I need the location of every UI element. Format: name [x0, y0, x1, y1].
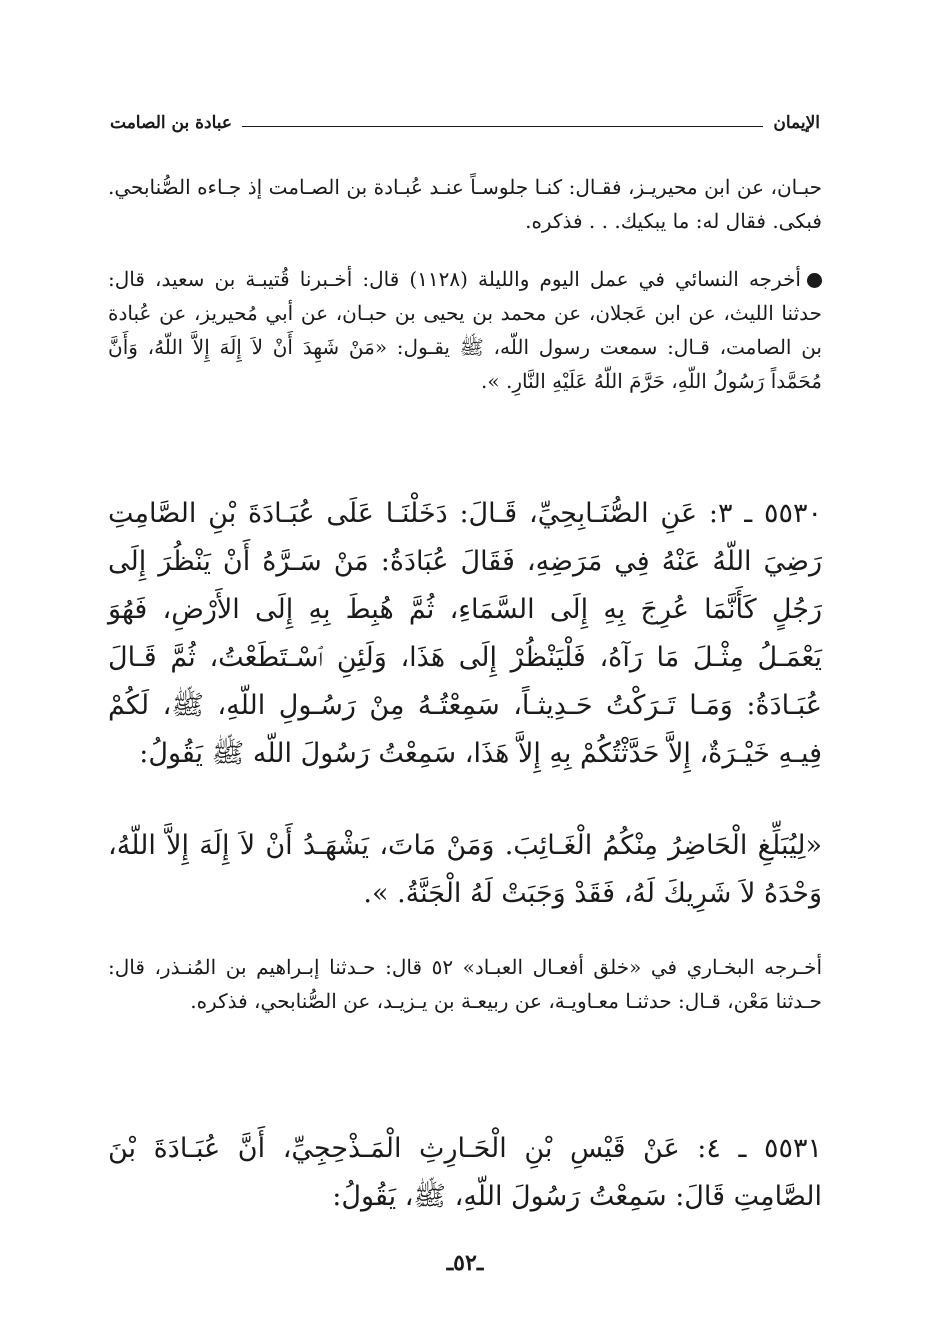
hadith-5530-quote — [108, 822, 822, 918]
hadith-5531 — [108, 1125, 822, 1221]
paragraph-2-container — [108, 262, 822, 398]
hadith-5530-text: ٥٥٣٠ ـ ٣: عَنِ الصُّنَـابِحِيِّ، قَـالَ: دَخَلْنَـا عَلَى عُبَـادَةَ بْنِ الصَّامِتِ رَضِيَ اللّهُ عَنْهُ فِي مَرَضِهِ، فَقَالَ عُبَادَةُ: مَنْ سَـرَّهُ أَنْ يَنْظُرَ إِلَى رَجُلٍ كَأَنَّمَا عُرِجَ بِهِ إِلَى السَّمَاءِ، ثُمَّ هُبِطَ بِهِ إِلَى الأَرْضِ، فَهُوَ يَعْمَـلُ مِثْـلَ مَا رَآهُ، فَلْيَنْظُرْ إِلَى هَذَا، وَلَئِنِ ٱسْـتَطَعْتُ، ثُمَّ قَـالَ عُبَـادَةُ: وَمَـا تَـرَكْتُ حَـدِيثـاً، سَمِعْتُـهُ مِنْ رَسُـولِ اللّهِ، ﷺ، لَكُمْ فِيـهِ خَيْـرَةٌ، إِلاَّ حَدَّثْتُكُمْ بِهِ إِلاَّ هَذَا، سَمِعْتُ رَسُولَ اللّه ﷺ يَقُولُ: — [108, 498, 823, 769]
header-rule — [242, 126, 763, 127]
paragraph-1 — [108, 170, 822, 238]
hadith-5531-text: ٥٥٣١ ـ ٤: عَنْ قَيْسِ بْنِ الْحَـارِثِ الْمَـذْحِجِيِّ، أَنَّ عُبَـادَةَ بْنَ الصَّامِتِ قَالَ: سَمِعْتُ رَسُولَ اللّهِ، ﷺ، يَقُولُ: — [108, 1133, 823, 1212]
paragraph-1-text: حبـان، عن ابن محيريـز، فقـال: كنـا جلوسـاً عنـد عُبـادة بن الصـامت إذ جـاءه الصُّنابحي. فبكى. فقال له: ما يبكيك. . . فذكره. — [108, 175, 822, 233]
header-section-title: الإيمان — [773, 113, 820, 133]
hadith-5530-quote-text: «لِيُبَلِّغِ الْحَاضِرُ مِنْكُمُ الْغَـائِبَ. وَمَنْ مَاتَ، يَشْهَـدُ أَنْ لاَ إِلَهَ إِلاَّ اللّهُ، وَحْدَهُ لاَ شَرِيكَ لَهُ، فَقَدْ وَجَبَتْ لَهُ الْجَنَّةُ. ». — [108, 830, 822, 909]
running-header — [110, 108, 820, 138]
paragraph-2-text: أخرجه النسائي في عمل اليوم والليلة (١١٢٨) قال: أخـبرنا قُتيبـة بن سعيد، قال: حدثنا الليث، عن ابن عَجلان، عن محمد بن يحيى بن حبـان، عن أبي مُحيريز، عن عُبادة بن الصامت، قـال: سمعت رسول اللّه، ﷺ يقـول: «مَنْ شَهِدَ أَنْ لاَ إِلَهَ إِلاَّ اللّهُ، وَأَنَّ مُحَمَّداً رَسُولُ اللّهِ، حَرَّمَ اللّهُ عَلَيْهِ النَّارِ. ». — [108, 267, 822, 393]
header-topic-title: عبادة بن الصامت — [110, 113, 233, 133]
page-number: ـ٥٢ـ — [446, 1250, 484, 1276]
paragraph-5 — [108, 950, 822, 1018]
paragraph-5-text: أخـرجه البخـاري في «خلق أفعـال العبـاد» ٥٢ قال: حـدثنا إبـراهيم بن المُنـذر، قال: حـدثنا مَعْن، قـال: حدثنـا معـاويـة، عن ربيعـة بن يـزيـد، عن الصُّنابحي، فذكره. — [108, 955, 822, 1013]
bullet-icon — [807, 273, 822, 288]
hadith-5530 — [108, 490, 822, 778]
paragraph-2 — [108, 262, 822, 398]
